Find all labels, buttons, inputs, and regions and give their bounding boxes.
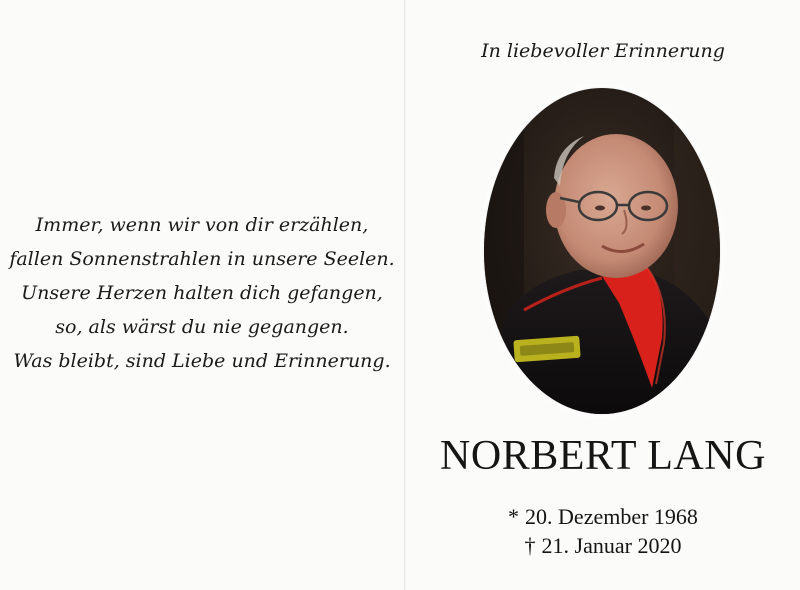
death-date-line [406,531,800,560]
poem-line: Unsere Herzen halten dich gefangen, [21,282,383,304]
memorial-heading: In liebevoller Erinnerung [481,40,725,62]
memorial-poem [0,208,404,378]
poem-line: so, als wärst du nie gegangen. [55,316,349,338]
poem-line: fallen Sonnenstrahlen in unsere Seelen. [9,248,395,270]
right-panel [406,0,800,590]
death-symbol: † [524,533,536,558]
portrait-illustration [484,88,720,414]
poem-line: Was bleibt, sind Liebe und Erinnerung. [13,350,391,372]
portrait-photo [484,88,720,414]
poem-line: Immer, wenn wir von dir erzählen, [35,214,369,236]
deceased-name: NORBERT LANG [440,433,766,479]
birth-date: 20. Dezember 1968 [525,504,698,529]
birth-date-line [406,502,800,531]
life-dates [406,502,800,560]
birth-symbol: * [508,504,520,529]
death-date: 21. Januar 2020 [541,533,682,558]
